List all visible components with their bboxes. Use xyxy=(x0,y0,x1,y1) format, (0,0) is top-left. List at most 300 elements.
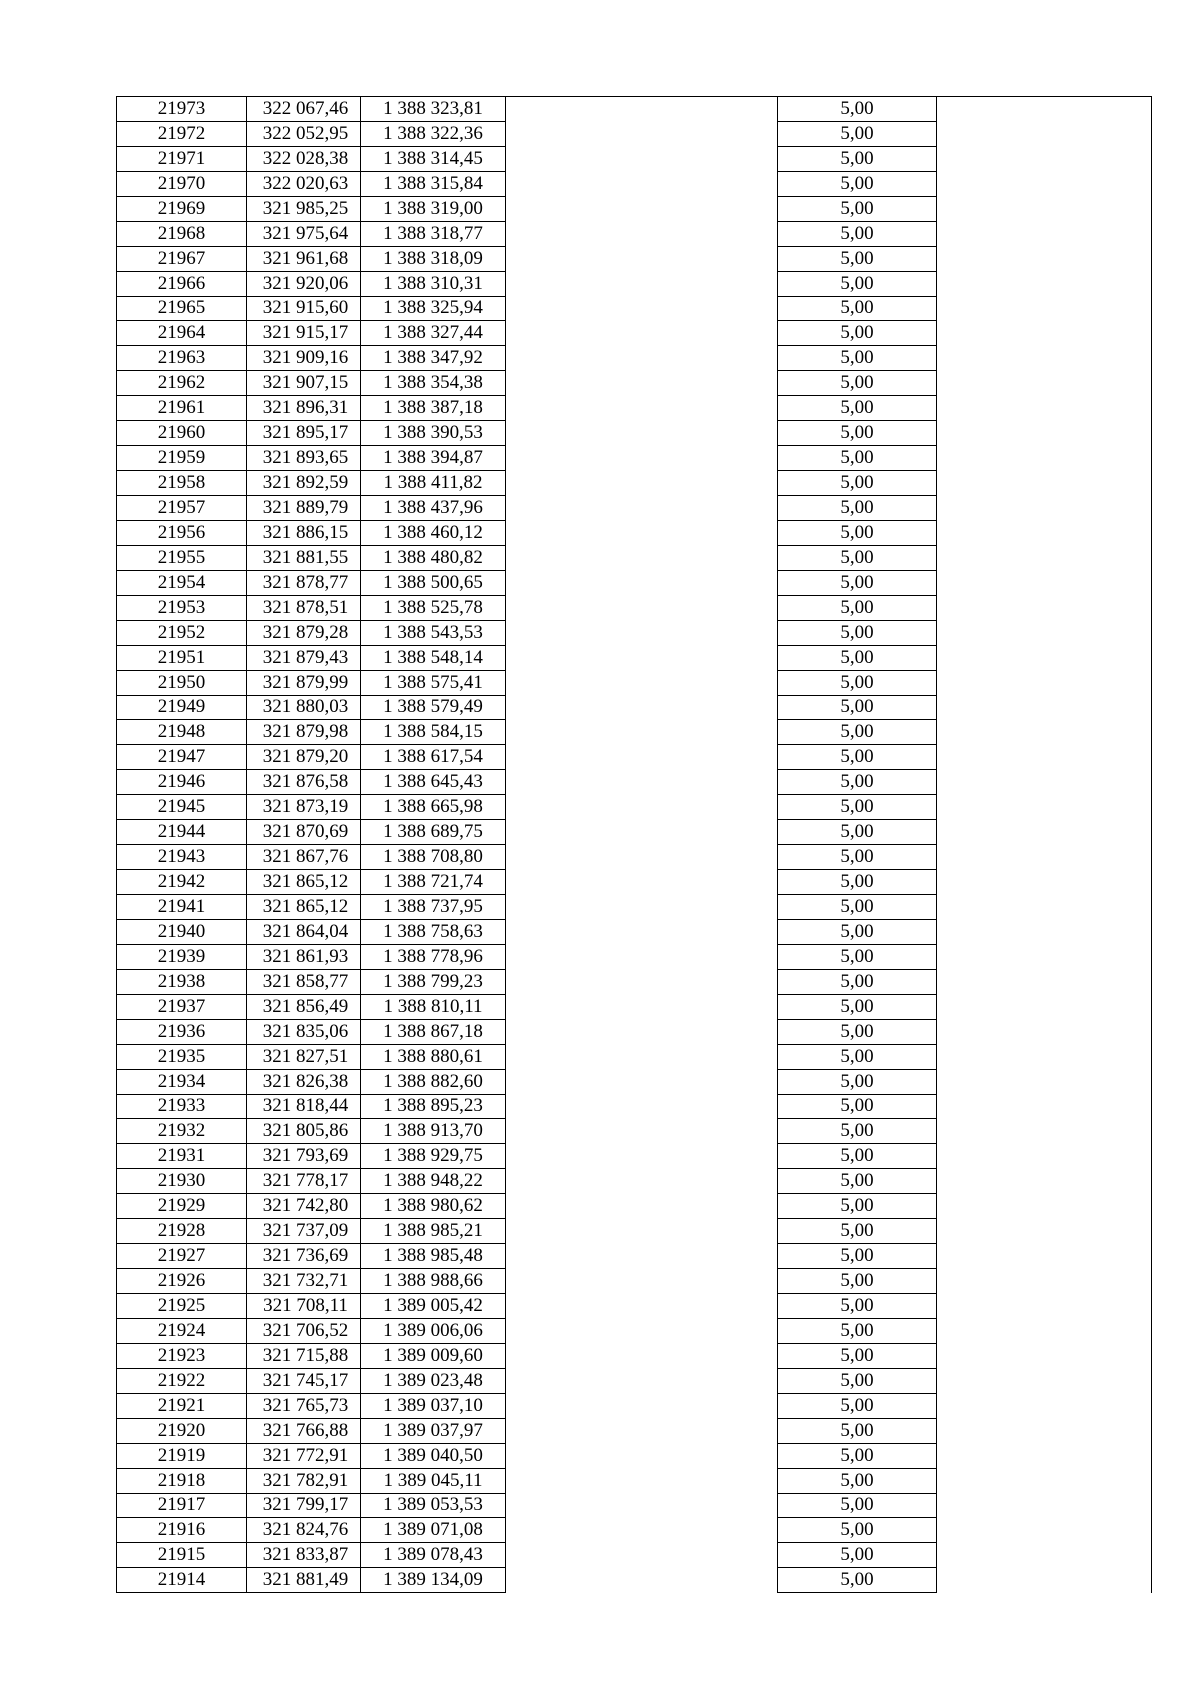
x-coordinate-cell: 321 826,38 xyxy=(247,1069,361,1094)
x-coordinate-cell: 321 732,71 xyxy=(247,1269,361,1294)
table-row xyxy=(117,1069,1152,1094)
y-coordinate-cell: 1 388 721,74 xyxy=(361,870,506,895)
x-coordinate-cell: 321 864,04 xyxy=(247,919,361,944)
y-coordinate-cell: 1 388 325,94 xyxy=(361,296,506,321)
x-coordinate-cell: 321 907,15 xyxy=(247,371,361,396)
table-row xyxy=(117,1318,1152,1343)
empty-cell xyxy=(506,919,778,944)
empty-cell-right xyxy=(937,1343,1152,1368)
y-coordinate-cell: 1 388 758,63 xyxy=(361,919,506,944)
value-cell: 5,00 xyxy=(778,1418,937,1443)
point-number-cell: 21945 xyxy=(117,795,247,820)
point-number-cell: 21924 xyxy=(117,1318,247,1343)
value-cell: 5,00 xyxy=(778,1119,937,1144)
x-coordinate-cell: 321 975,64 xyxy=(247,221,361,246)
empty-cell-right xyxy=(937,146,1152,171)
x-coordinate-cell: 322 020,63 xyxy=(247,171,361,196)
point-number-cell: 21950 xyxy=(117,670,247,695)
point-number-cell: 21953 xyxy=(117,595,247,620)
empty-cell-right xyxy=(937,720,1152,745)
table-row xyxy=(117,944,1152,969)
x-coordinate-cell: 321 876,58 xyxy=(247,770,361,795)
empty-cell-right xyxy=(937,1318,1152,1343)
value-cell: 5,00 xyxy=(778,670,937,695)
point-number-cell: 21947 xyxy=(117,745,247,770)
y-coordinate-cell: 1 389 134,09 xyxy=(361,1568,506,1593)
x-coordinate-cell: 321 824,76 xyxy=(247,1518,361,1543)
empty-cell-right xyxy=(937,1518,1152,1543)
empty-cell-right xyxy=(937,1269,1152,1294)
x-coordinate-cell: 322 028,38 xyxy=(247,146,361,171)
empty-cell-right xyxy=(937,845,1152,870)
empty-cell xyxy=(506,520,778,545)
value-cell: 5,00 xyxy=(778,396,937,421)
x-coordinate-cell: 321 865,12 xyxy=(247,895,361,920)
empty-cell xyxy=(506,421,778,446)
empty-cell-right xyxy=(937,171,1152,196)
y-coordinate-cell: 1 388 437,96 xyxy=(361,496,506,521)
y-coordinate-cell: 1 388 985,21 xyxy=(361,1219,506,1244)
point-number-cell: 21972 xyxy=(117,121,247,146)
point-number-cell: 21970 xyxy=(117,171,247,196)
empty-cell-right xyxy=(937,1493,1152,1518)
point-number-cell: 21925 xyxy=(117,1294,247,1319)
value-cell: 5,00 xyxy=(778,1194,937,1219)
empty-cell xyxy=(506,695,778,720)
y-coordinate-cell: 1 388 394,87 xyxy=(361,446,506,471)
value-cell: 5,00 xyxy=(778,745,937,770)
x-coordinate-cell: 321 742,80 xyxy=(247,1194,361,1219)
value-cell: 5,00 xyxy=(778,1543,937,1568)
empty-cell xyxy=(506,1169,778,1194)
empty-cell-right xyxy=(937,645,1152,670)
value-cell: 5,00 xyxy=(778,1144,937,1169)
empty-cell-right xyxy=(937,396,1152,421)
table-row xyxy=(117,1269,1152,1294)
value-cell: 5,00 xyxy=(778,1343,937,1368)
empty-cell-right xyxy=(937,1368,1152,1393)
y-coordinate-cell: 1 388 645,43 xyxy=(361,770,506,795)
table-row xyxy=(117,1568,1152,1593)
table-row xyxy=(117,1244,1152,1269)
empty-cell xyxy=(506,1393,778,1418)
value-cell: 5,00 xyxy=(778,421,937,446)
y-coordinate-cell: 1 388 460,12 xyxy=(361,520,506,545)
point-number-cell: 21952 xyxy=(117,620,247,645)
value-cell: 5,00 xyxy=(778,1094,937,1119)
empty-cell xyxy=(506,1468,778,1493)
table-row xyxy=(117,670,1152,695)
y-coordinate-cell: 1 388 354,38 xyxy=(361,371,506,396)
empty-cell xyxy=(506,471,778,496)
value-cell: 5,00 xyxy=(778,720,937,745)
y-coordinate-cell: 1 388 980,62 xyxy=(361,1194,506,1219)
empty-cell xyxy=(506,1144,778,1169)
empty-cell-right xyxy=(937,1468,1152,1493)
table-row xyxy=(117,446,1152,471)
y-coordinate-cell: 1 388 799,23 xyxy=(361,969,506,994)
empty-cell-right xyxy=(937,795,1152,820)
empty-cell xyxy=(506,1244,778,1269)
y-coordinate-cell: 1 389 005,42 xyxy=(361,1294,506,1319)
table-row xyxy=(117,1094,1152,1119)
value-cell: 5,00 xyxy=(778,171,937,196)
value-cell: 5,00 xyxy=(778,545,937,570)
value-cell: 5,00 xyxy=(778,97,937,122)
value-cell: 5,00 xyxy=(778,520,937,545)
empty-cell xyxy=(506,196,778,221)
value-cell: 5,00 xyxy=(778,371,937,396)
empty-cell xyxy=(506,121,778,146)
point-number-cell: 21934 xyxy=(117,1069,247,1094)
x-coordinate-cell: 321 915,17 xyxy=(247,321,361,346)
empty-cell-right xyxy=(937,346,1152,371)
table-row xyxy=(117,1443,1152,1468)
point-number-cell: 21930 xyxy=(117,1169,247,1194)
table-row xyxy=(117,570,1152,595)
x-coordinate-cell: 322 052,95 xyxy=(247,121,361,146)
empty-cell-right xyxy=(937,1069,1152,1094)
y-coordinate-cell: 1 388 737,95 xyxy=(361,895,506,920)
table-row xyxy=(117,1219,1152,1244)
x-coordinate-cell: 321 892,59 xyxy=(247,471,361,496)
value-cell: 5,00 xyxy=(778,1443,937,1468)
x-coordinate-cell: 321 886,15 xyxy=(247,520,361,545)
point-number-cell: 21956 xyxy=(117,520,247,545)
empty-cell xyxy=(506,595,778,620)
empty-cell xyxy=(506,97,778,122)
y-coordinate-cell: 1 388 880,61 xyxy=(361,1044,506,1069)
x-coordinate-cell: 321 715,88 xyxy=(247,1343,361,1368)
table-row xyxy=(117,919,1152,944)
y-coordinate-cell: 1 388 323,81 xyxy=(361,97,506,122)
empty-cell-right xyxy=(937,695,1152,720)
empty-cell-right xyxy=(937,895,1152,920)
x-coordinate-cell: 321 833,87 xyxy=(247,1543,361,1568)
point-number-cell: 21921 xyxy=(117,1393,247,1418)
point-number-cell: 21965 xyxy=(117,296,247,321)
empty-cell xyxy=(506,371,778,396)
point-number-cell: 21919 xyxy=(117,1443,247,1468)
empty-cell-right xyxy=(937,446,1152,471)
point-number-cell: 21963 xyxy=(117,346,247,371)
x-coordinate-cell: 321 879,99 xyxy=(247,670,361,695)
empty-cell-right xyxy=(937,196,1152,221)
empty-cell-right xyxy=(937,944,1152,969)
value-cell: 5,00 xyxy=(778,570,937,595)
table-row xyxy=(117,371,1152,396)
value-cell: 5,00 xyxy=(778,944,937,969)
empty-cell-right xyxy=(937,595,1152,620)
x-coordinate-cell: 321 867,76 xyxy=(247,845,361,870)
empty-cell xyxy=(506,745,778,770)
empty-cell xyxy=(506,1443,778,1468)
point-number-cell: 21932 xyxy=(117,1119,247,1144)
point-number-cell: 21951 xyxy=(117,645,247,670)
table-body xyxy=(117,97,1152,1593)
point-number-cell: 21933 xyxy=(117,1094,247,1119)
empty-cell-right xyxy=(937,421,1152,446)
table-row xyxy=(117,1393,1152,1418)
point-number-cell: 21936 xyxy=(117,1019,247,1044)
point-number-cell: 21926 xyxy=(117,1269,247,1294)
point-number-cell: 21949 xyxy=(117,695,247,720)
x-coordinate-cell: 321 878,77 xyxy=(247,570,361,595)
x-coordinate-cell: 321 870,69 xyxy=(247,820,361,845)
value-cell: 5,00 xyxy=(778,1318,937,1343)
value-cell: 5,00 xyxy=(778,1368,937,1393)
table-row xyxy=(117,595,1152,620)
y-coordinate-cell: 1 389 040,50 xyxy=(361,1443,506,1468)
point-number-cell: 21943 xyxy=(117,845,247,870)
empty-cell xyxy=(506,895,778,920)
empty-cell-right xyxy=(937,994,1152,1019)
value-cell: 5,00 xyxy=(778,1019,937,1044)
table-row xyxy=(117,121,1152,146)
table-row xyxy=(117,1518,1152,1543)
y-coordinate-cell: 1 388 882,60 xyxy=(361,1069,506,1094)
y-coordinate-cell: 1 388 948,22 xyxy=(361,1169,506,1194)
empty-cell xyxy=(506,396,778,421)
empty-cell xyxy=(506,1518,778,1543)
y-coordinate-cell: 1 388 867,18 xyxy=(361,1019,506,1044)
x-coordinate-cell: 321 858,77 xyxy=(247,969,361,994)
empty-cell-right xyxy=(937,496,1152,521)
table-row xyxy=(117,1119,1152,1144)
y-coordinate-cell: 1 388 548,14 xyxy=(361,645,506,670)
point-number-cell: 21962 xyxy=(117,371,247,396)
point-number-cell: 21971 xyxy=(117,146,247,171)
empty-cell xyxy=(506,870,778,895)
empty-cell xyxy=(506,346,778,371)
y-coordinate-cell: 1 388 895,23 xyxy=(361,1094,506,1119)
x-coordinate-cell: 321 772,91 xyxy=(247,1443,361,1468)
x-coordinate-cell: 321 765,73 xyxy=(247,1393,361,1418)
value-cell: 5,00 xyxy=(778,820,937,845)
x-coordinate-cell: 321 879,28 xyxy=(247,620,361,645)
x-coordinate-cell: 321 879,20 xyxy=(247,745,361,770)
x-coordinate-cell: 321 881,55 xyxy=(247,545,361,570)
value-cell: 5,00 xyxy=(778,595,937,620)
y-coordinate-cell: 1 389 045,11 xyxy=(361,1468,506,1493)
empty-cell xyxy=(506,1294,778,1319)
empty-cell-right xyxy=(937,1393,1152,1418)
empty-cell xyxy=(506,944,778,969)
table-row xyxy=(117,1468,1152,1493)
table-row xyxy=(117,1144,1152,1169)
empty-cell xyxy=(506,1094,778,1119)
empty-cell-right xyxy=(937,1418,1152,1443)
x-coordinate-cell: 321 818,44 xyxy=(247,1094,361,1119)
value-cell: 5,00 xyxy=(778,471,937,496)
empty-cell xyxy=(506,1568,778,1593)
y-coordinate-cell: 1 388 500,65 xyxy=(361,570,506,595)
value-cell: 5,00 xyxy=(778,620,937,645)
table-row xyxy=(117,496,1152,521)
y-coordinate-cell: 1 389 037,97 xyxy=(361,1418,506,1443)
empty-cell xyxy=(506,321,778,346)
x-coordinate-cell: 321 909,16 xyxy=(247,346,361,371)
table-row xyxy=(117,171,1152,196)
empty-cell xyxy=(506,645,778,670)
table-row xyxy=(117,695,1152,720)
point-number-cell: 21928 xyxy=(117,1219,247,1244)
point-number-cell: 21969 xyxy=(117,196,247,221)
empty-cell-right xyxy=(937,1543,1152,1568)
y-coordinate-cell: 1 388 387,18 xyxy=(361,396,506,421)
point-number-cell: 21966 xyxy=(117,271,247,296)
x-coordinate-cell: 321 879,43 xyxy=(247,645,361,670)
value-cell: 5,00 xyxy=(778,1493,937,1518)
value-cell: 5,00 xyxy=(778,795,937,820)
table-row xyxy=(117,196,1152,221)
empty-cell xyxy=(506,1069,778,1094)
empty-cell-right xyxy=(937,246,1152,271)
table-row xyxy=(117,770,1152,795)
empty-cell-right xyxy=(937,570,1152,595)
table-row xyxy=(117,1169,1152,1194)
value-cell: 5,00 xyxy=(778,1294,937,1319)
value-cell: 5,00 xyxy=(778,1069,937,1094)
point-number-cell: 21922 xyxy=(117,1368,247,1393)
coordinates-table xyxy=(116,96,1152,1593)
empty-cell-right xyxy=(937,296,1152,321)
empty-cell-right xyxy=(937,1169,1152,1194)
table-row xyxy=(117,271,1152,296)
empty-cell xyxy=(506,969,778,994)
value-cell: 5,00 xyxy=(778,695,937,720)
point-number-cell: 21916 xyxy=(117,1518,247,1543)
empty-cell-right xyxy=(937,1094,1152,1119)
x-coordinate-cell: 321 920,06 xyxy=(247,271,361,296)
value-cell: 5,00 xyxy=(778,1393,937,1418)
table-row xyxy=(117,845,1152,870)
value-cell: 5,00 xyxy=(778,296,937,321)
empty-cell xyxy=(506,720,778,745)
y-coordinate-cell: 1 389 006,06 xyxy=(361,1318,506,1343)
point-number-cell: 21973 xyxy=(117,97,247,122)
point-number-cell: 21959 xyxy=(117,446,247,471)
y-coordinate-cell: 1 389 009,60 xyxy=(361,1343,506,1368)
empty-cell-right xyxy=(937,121,1152,146)
empty-cell xyxy=(506,221,778,246)
value-cell: 5,00 xyxy=(778,1468,937,1493)
value-cell: 5,00 xyxy=(778,1244,937,1269)
empty-cell xyxy=(506,1119,778,1144)
y-coordinate-cell: 1 388 617,54 xyxy=(361,745,506,770)
x-coordinate-cell: 321 706,52 xyxy=(247,1318,361,1343)
x-coordinate-cell: 321 737,09 xyxy=(247,1219,361,1244)
y-coordinate-cell: 1 388 778,96 xyxy=(361,944,506,969)
point-number-cell: 21964 xyxy=(117,321,247,346)
y-coordinate-cell: 1 388 318,09 xyxy=(361,246,506,271)
empty-cell xyxy=(506,845,778,870)
y-coordinate-cell: 1 388 579,49 xyxy=(361,695,506,720)
x-coordinate-cell: 321 985,25 xyxy=(247,196,361,221)
empty-cell xyxy=(506,795,778,820)
x-coordinate-cell: 321 880,03 xyxy=(247,695,361,720)
point-number-cell: 21918 xyxy=(117,1468,247,1493)
point-number-cell: 21935 xyxy=(117,1044,247,1069)
table-row xyxy=(117,620,1152,645)
table-row xyxy=(117,97,1152,122)
point-number-cell: 21940 xyxy=(117,919,247,944)
point-number-cell: 21954 xyxy=(117,570,247,595)
empty-cell-right xyxy=(937,471,1152,496)
table-row xyxy=(117,1194,1152,1219)
empty-cell-right xyxy=(937,870,1152,895)
empty-cell-right xyxy=(937,919,1152,944)
empty-cell-right xyxy=(937,1443,1152,1468)
table-row xyxy=(117,221,1152,246)
x-coordinate-cell: 321 745,17 xyxy=(247,1368,361,1393)
x-coordinate-cell: 321 893,65 xyxy=(247,446,361,471)
y-coordinate-cell: 1 388 315,84 xyxy=(361,171,506,196)
y-coordinate-cell: 1 388 543,53 xyxy=(361,620,506,645)
table-row xyxy=(117,1368,1152,1393)
y-coordinate-cell: 1 388 929,75 xyxy=(361,1144,506,1169)
empty-cell xyxy=(506,296,778,321)
y-coordinate-cell: 1 388 310,31 xyxy=(361,271,506,296)
empty-cell xyxy=(506,1368,778,1393)
empty-cell xyxy=(506,1194,778,1219)
table-row xyxy=(117,795,1152,820)
empty-cell xyxy=(506,670,778,695)
empty-cell-right xyxy=(937,221,1152,246)
value-cell: 5,00 xyxy=(778,1044,937,1069)
x-coordinate-cell: 321 889,79 xyxy=(247,496,361,521)
y-coordinate-cell: 1 388 347,92 xyxy=(361,346,506,371)
point-number-cell: 21914 xyxy=(117,1568,247,1593)
empty-cell-right xyxy=(937,1294,1152,1319)
empty-cell-right xyxy=(937,545,1152,570)
empty-cell-right xyxy=(937,1119,1152,1144)
empty-cell xyxy=(506,1318,778,1343)
value-cell: 5,00 xyxy=(778,969,937,994)
table-row xyxy=(117,720,1152,745)
empty-cell xyxy=(506,1269,778,1294)
value-cell: 5,00 xyxy=(778,895,937,920)
empty-cell-right xyxy=(937,969,1152,994)
point-number-cell: 21948 xyxy=(117,720,247,745)
table-row xyxy=(117,396,1152,421)
x-coordinate-cell: 321 961,68 xyxy=(247,246,361,271)
empty-cell-right xyxy=(937,520,1152,545)
empty-cell xyxy=(506,770,778,795)
table-row xyxy=(117,820,1152,845)
y-coordinate-cell: 1 388 390,53 xyxy=(361,421,506,446)
y-coordinate-cell: 1 388 327,44 xyxy=(361,321,506,346)
empty-cell xyxy=(506,1019,778,1044)
point-number-cell: 21942 xyxy=(117,870,247,895)
table-row xyxy=(117,1418,1152,1443)
x-coordinate-cell: 321 766,88 xyxy=(247,1418,361,1443)
point-number-cell: 21957 xyxy=(117,496,247,521)
x-coordinate-cell: 321 895,17 xyxy=(247,421,361,446)
value-cell: 5,00 xyxy=(778,919,937,944)
x-coordinate-cell: 321 879,98 xyxy=(247,720,361,745)
empty-cell xyxy=(506,246,778,271)
point-number-cell: 21944 xyxy=(117,820,247,845)
x-coordinate-cell: 321 827,51 xyxy=(247,1044,361,1069)
table-row xyxy=(117,321,1152,346)
point-number-cell: 21968 xyxy=(117,221,247,246)
empty-cell xyxy=(506,545,778,570)
x-coordinate-cell: 321 861,93 xyxy=(247,944,361,969)
x-coordinate-cell: 321 736,69 xyxy=(247,1244,361,1269)
empty-cell xyxy=(506,496,778,521)
table-row xyxy=(117,1543,1152,1568)
